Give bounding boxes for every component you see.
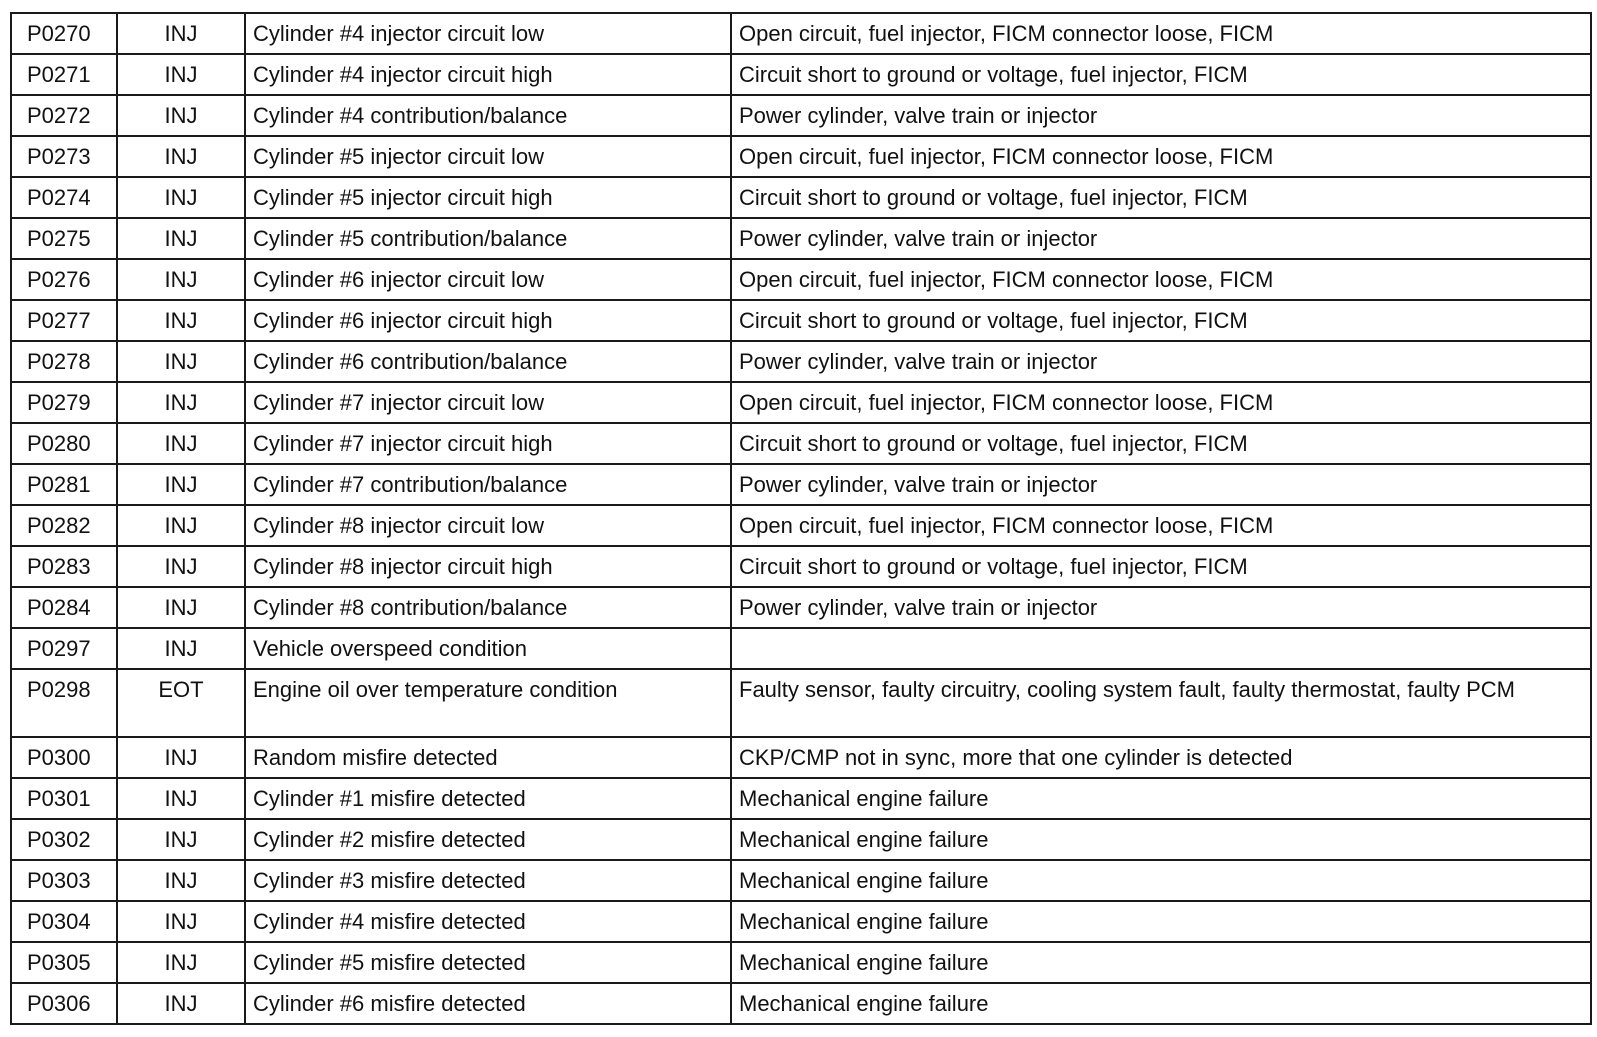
table-row: [11, 901, 1591, 942]
description-cell: Cylinder #1 misfire detected: [245, 778, 731, 819]
system-cell: INJ: [117, 300, 245, 341]
dtc-code-cell: P0273: [11, 136, 117, 177]
system-cell: INJ: [117, 95, 245, 136]
dtc-code-cell: P0275: [11, 218, 117, 259]
description-cell: Random misfire detected: [245, 737, 731, 778]
description-cell: Cylinder #4 contribution/balance: [245, 95, 731, 136]
table-row: [11, 942, 1591, 983]
description-cell: Cylinder #6 injector circuit low: [245, 259, 731, 300]
table-row: [11, 136, 1591, 177]
system-cell: INJ: [117, 737, 245, 778]
description-cell: Cylinder #8 injector circuit high: [245, 546, 731, 587]
system-cell: INJ: [117, 983, 245, 1024]
table-row: [11, 300, 1591, 341]
dtc-code-cell: P0281: [11, 464, 117, 505]
cause-cell: Circuit short to ground or voltage, fuel injector, FICM: [731, 423, 1591, 464]
description-cell: Cylinder #4 injector circuit high: [245, 54, 731, 95]
description-cell: Cylinder #6 contribution/balance: [245, 341, 731, 382]
dtc-code-cell: P0279: [11, 382, 117, 423]
dtc-code-cell: P0301: [11, 778, 117, 819]
table-row: [11, 860, 1591, 901]
dtc-code-cell: P0305: [11, 942, 117, 983]
dtc-code-cell: P0306: [11, 983, 117, 1024]
cause-cell: Circuit short to ground or voltage, fuel injector, FICM: [731, 300, 1591, 341]
description-cell: Vehicle overspeed condition: [245, 628, 731, 669]
system-cell: INJ: [117, 341, 245, 382]
cause-cell: Mechanical engine failure: [731, 819, 1591, 860]
dtc-code-cell: P0271: [11, 54, 117, 95]
description-cell: Cylinder #5 contribution/balance: [245, 218, 731, 259]
cause-cell: Power cylinder, valve train or injector: [731, 218, 1591, 259]
dtc-code-cell: P0270: [11, 13, 117, 54]
system-cell: INJ: [117, 54, 245, 95]
table-row: [11, 54, 1591, 95]
table-row: [11, 628, 1591, 669]
description-cell: Cylinder #6 injector circuit high: [245, 300, 731, 341]
table-row: [11, 382, 1591, 423]
description-cell: Cylinder #8 injector circuit low: [245, 505, 731, 546]
dtc-code-cell: P0297: [11, 628, 117, 669]
document-page: [10, 12, 1590, 1025]
description-cell: Cylinder #7 injector circuit low: [245, 382, 731, 423]
cause-cell: Mechanical engine failure: [731, 983, 1591, 1024]
description-cell: Cylinder #7 contribution/balance: [245, 464, 731, 505]
cause-cell: Power cylinder, valve train or injector: [731, 464, 1591, 505]
cause-cell: Power cylinder, valve train or injector: [731, 341, 1591, 382]
table-row: [11, 778, 1591, 819]
cause-cell: Faulty sensor, faulty circuitry, cooling system fault, faulty thermostat, faulty PCM: [731, 669, 1591, 737]
cause-cell: [731, 628, 1591, 669]
cause-cell: Power cylinder, valve train or injector: [731, 587, 1591, 628]
cause-cell: Circuit short to ground or voltage, fuel injector, FICM: [731, 54, 1591, 95]
description-cell: Cylinder #5 misfire detected: [245, 942, 731, 983]
dtc-code-cell: P0277: [11, 300, 117, 341]
description-cell: Cylinder #2 misfire detected: [245, 819, 731, 860]
table-row: [11, 259, 1591, 300]
system-cell: INJ: [117, 546, 245, 587]
table-row: [11, 505, 1591, 546]
description-cell: Cylinder #5 injector circuit low: [245, 136, 731, 177]
system-cell: INJ: [117, 382, 245, 423]
table-row: [11, 341, 1591, 382]
table-row: [11, 669, 1591, 737]
dtc-code-cell: P0283: [11, 546, 117, 587]
cause-cell: Circuit short to ground or voltage, fuel injector, FICM: [731, 546, 1591, 587]
cause-cell: CKP/CMP not in sync, more that one cylinder is detected: [731, 737, 1591, 778]
table-row: [11, 983, 1591, 1024]
table-row: [11, 13, 1591, 54]
table-row: [11, 819, 1591, 860]
table-row: [11, 218, 1591, 259]
dtc-code-cell: P0300: [11, 737, 117, 778]
cause-cell: Mechanical engine failure: [731, 901, 1591, 942]
cause-cell: Mechanical engine failure: [731, 778, 1591, 819]
table-row: [11, 587, 1591, 628]
system-cell: INJ: [117, 587, 245, 628]
description-cell: Engine oil over temperature condition: [245, 669, 731, 737]
system-cell: INJ: [117, 13, 245, 54]
system-cell: INJ: [117, 177, 245, 218]
cause-cell: Mechanical engine failure: [731, 942, 1591, 983]
cause-cell: Open circuit, fuel injector, FICM connector loose, FICM: [731, 259, 1591, 300]
dtc-table: [10, 12, 1592, 1025]
system-cell: INJ: [117, 136, 245, 177]
description-cell: Cylinder #7 injector circuit high: [245, 423, 731, 464]
system-cell: INJ: [117, 860, 245, 901]
system-cell: INJ: [117, 942, 245, 983]
table-row: [11, 464, 1591, 505]
dtc-code-cell: P0284: [11, 587, 117, 628]
dtc-code-cell: P0280: [11, 423, 117, 464]
cause-cell: Open circuit, fuel injector, FICM connector loose, FICM: [731, 136, 1591, 177]
system-cell: INJ: [117, 901, 245, 942]
cause-cell: Mechanical engine failure: [731, 860, 1591, 901]
description-cell: Cylinder #4 injector circuit low: [245, 13, 731, 54]
description-cell: Cylinder #6 misfire detected: [245, 983, 731, 1024]
dtc-code-cell: P0302: [11, 819, 117, 860]
system-cell: INJ: [117, 819, 245, 860]
description-cell: Cylinder #5 injector circuit high: [245, 177, 731, 218]
system-cell: INJ: [117, 628, 245, 669]
system-cell: INJ: [117, 423, 245, 464]
dtc-code-cell: P0282: [11, 505, 117, 546]
table-row: [11, 737, 1591, 778]
dtc-code-cell: P0272: [11, 95, 117, 136]
system-cell: INJ: [117, 464, 245, 505]
system-cell: INJ: [117, 218, 245, 259]
cause-cell: Open circuit, fuel injector, FICM connector loose, FICM: [731, 382, 1591, 423]
cause-cell: Circuit short to ground or voltage, fuel injector, FICM: [731, 177, 1591, 218]
cause-cell: Open circuit, fuel injector, FICM connector loose, FICM: [731, 13, 1591, 54]
description-cell: Cylinder #3 misfire detected: [245, 860, 731, 901]
cause-cell: Power cylinder, valve train or injector: [731, 95, 1591, 136]
dtc-code-cell: P0276: [11, 259, 117, 300]
dtc-code-cell: P0304: [11, 901, 117, 942]
system-cell: INJ: [117, 505, 245, 546]
dtc-code-cell: P0278: [11, 341, 117, 382]
description-cell: Cylinder #8 contribution/balance: [245, 587, 731, 628]
cause-cell: Open circuit, fuel injector, FICM connector loose, FICM: [731, 505, 1591, 546]
system-cell: INJ: [117, 778, 245, 819]
dtc-code-cell: P0303: [11, 860, 117, 901]
system-cell: EOT: [117, 669, 245, 737]
table-row: [11, 546, 1591, 587]
table-row: [11, 95, 1591, 136]
dtc-code-cell: P0274: [11, 177, 117, 218]
table-row: [11, 177, 1591, 218]
dtc-code-cell: P0298: [11, 669, 117, 737]
table-row: [11, 423, 1591, 464]
description-cell: Cylinder #4 misfire detected: [245, 901, 731, 942]
system-cell: INJ: [117, 259, 245, 300]
